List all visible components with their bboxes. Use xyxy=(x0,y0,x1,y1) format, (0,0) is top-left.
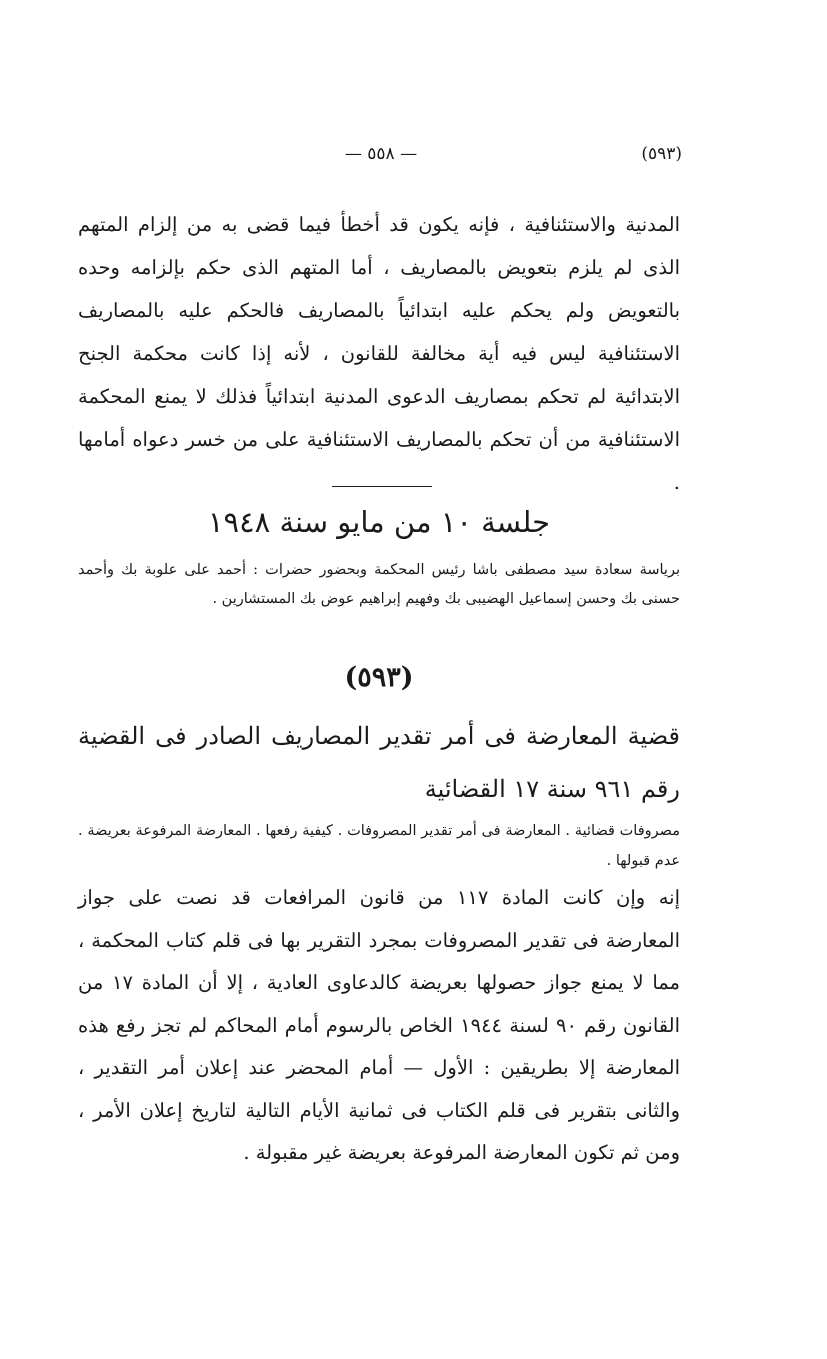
ruling-paragraph: إنه وإن كانت المادة ١١٧ من قانون المرافعات قد نصت على جواز المعارضة فى تقدير المصروفات بمجرد التقرير بها فى قلم كتاب المحكمة ، مما لا يمنع جواز حصولها بعريضة كالدعاوى العادية ، إلا أن المادة ١٧ من القانون رقم ٩٠ لسنة ١٩٤٤ الخاص بالرسوم أمام المحاكم لم تجز رفع هذه المعارضة إلا بطريقين : الأول — أمام المحضر عند إعلان أمر التقدير ، والثانى بتقرير فى قلم الكتاب فى ثمانية الأيام التالية لتاريخ إعلان الأمر ، ومن ثم تكون المعارضة المرفوعة بعريضة غير مقبولة . xyxy=(78,886,681,1164)
intro-paragraph: المدنية والاستئنافية ، فإنه يكون قد أخطأ فيما قضى به من إلزام المتهم الذى لم يلزم بتعويض بالمصاريف ، أما المتهم الذى حكم بإلزامه وحده بالتعويض ولم يحكم عليه ابتدائياً بالمصاريف فالحكم عليه بالمصاريف الاستئنافية ليس فيه أية مخالفة للقانون ، لأنه إذا كانت محكمة الجنح الابتدائية لم تحكم بمصاريف الدعوى المدنية ابتدائياً فذلك لا يمنع المحكمة الاستئنافية من أن تحكم بالمصاريف الاستئنافية على من خسر دعواه أمامها . xyxy=(78,213,680,494)
page-header xyxy=(80,144,682,174)
page-number: — ٥٥٨ — xyxy=(344,144,418,164)
session-members: برياسة سعادة سيد مصطفى باشا رئيس المحكمة وبحضور حضرات : أحمد على علوبة بك وأحمد حسنى بك وحسن إسماعيل الهضيبى بك وفهيم إبراهيم عوض بك المستشارين . xyxy=(78,562,680,607)
section-divider xyxy=(332,486,432,487)
case-keywords: مصروفات قضائية . المعارضة فى أمر تقدير المصروفات . كيفية رفعها . المعارضة المرفوعة بعريضة . عدم قبولها . xyxy=(78,823,680,869)
case-number: (٥٩٣) xyxy=(344,662,414,693)
case-title: قضية المعارضة فى أمر تقدير المصاريف الصادر فى القضية رقم ٩٦١ سنة ١٧ القضائية xyxy=(78,722,680,803)
session-title: جلسة ١٠ من مايو سنة ١٩٤٨ xyxy=(207,505,551,539)
header-case-number: (٥٩٣) xyxy=(641,144,682,164)
